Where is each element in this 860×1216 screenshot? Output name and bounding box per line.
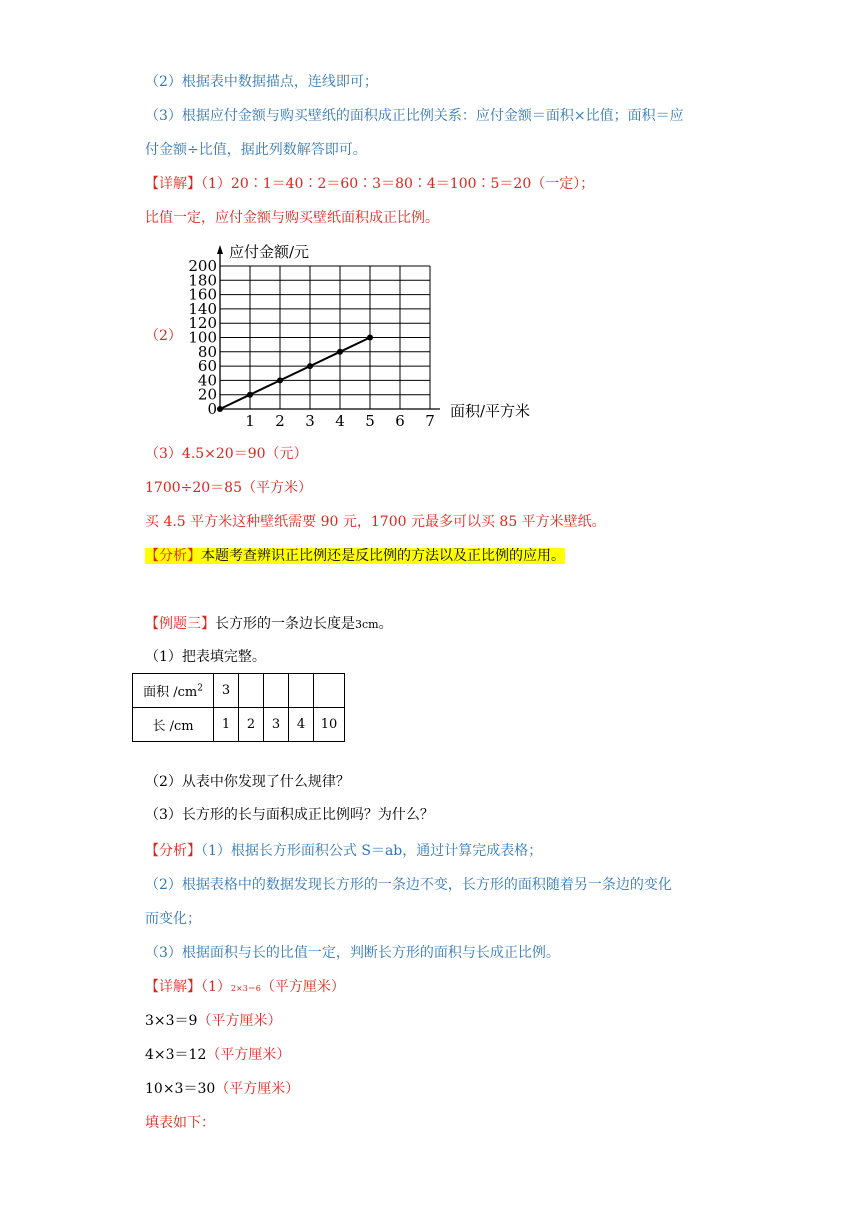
x-tick-label: 5: [365, 412, 375, 428]
x-tick-labels: [245, 412, 435, 428]
x-tick-label: 3: [305, 412, 315, 428]
y-tick-label: 0: [207, 400, 217, 418]
calc-4x3-math: 4×3＝12: [145, 1047, 207, 1063]
y-axis-arrow: [217, 245, 223, 254]
data-point: [367, 335, 373, 341]
table-cell: 10: [314, 708, 345, 742]
solution-part-2-label: （2）: [145, 328, 182, 344]
summary-line: [145, 546, 565, 566]
solution-2-paren: （1）: [201, 979, 231, 995]
data-point: [247, 392, 253, 398]
summary-text: 本题考查辨识正比例还是反比例的方法以及正比例的应用。: [201, 548, 565, 564]
analysis-step-2: （2）根据表中数据描点，连线即可；: [145, 74, 378, 90]
y-axis-label: 应付金额/元: [229, 243, 310, 261]
y-tick-label: 100: [188, 328, 217, 347]
calc-3x3-unit: （平方厘米）: [197, 1013, 282, 1029]
calc-3x3-math: 3×3＝9: [145, 1013, 198, 1029]
calc-10x3: [145, 1079, 299, 1099]
question-3: （3）长方形的长与面积成正比例吗？为什么？: [145, 807, 434, 823]
data-point: [277, 377, 283, 383]
solution-part-1: [145, 174, 594, 194]
analysis-2-step-2-cont: 而变化；: [145, 911, 201, 927]
y-tick-label: 40: [197, 371, 217, 390]
series-line: [220, 338, 370, 410]
fill-table-label: 填表如下：: [145, 1115, 215, 1131]
analysis-step-3-cont: 付金额÷比值，据此列数解答即可。: [145, 142, 367, 158]
table-head-area-text: 面积 /cm: [143, 685, 198, 700]
solution-2-tag: 【详解】: [145, 979, 201, 995]
calc-4x3: [145, 1045, 290, 1065]
data-point: [307, 363, 313, 369]
example-3-text: 长方形的一条边长度是: [215, 616, 355, 632]
y-tick-label: 140: [188, 299, 217, 318]
table-cell: 1: [214, 708, 239, 742]
table-cell: [239, 674, 264, 708]
x-tick-label: 4: [335, 412, 345, 428]
analysis-step-3: （3）根据应付金额与购买壁纸的面积成正比例关系：应付金额＝面积×比值；面积＝应: [145, 108, 684, 124]
x-tick-label: 1: [245, 412, 255, 428]
calc-4x3-unit: （平方厘米）: [206, 1047, 291, 1063]
y-tick-label: 20: [197, 385, 217, 404]
solution-part-3-calc-2: 1700÷20＝85（平方米）: [145, 480, 312, 496]
table-head-length: 长 /cm: [133, 708, 214, 742]
analysis-2-tag: 【分析】: [145, 843, 201, 859]
table-cell: 3: [264, 708, 289, 742]
analysis-2-step-1: [145, 841, 542, 861]
y-tick-labels: [188, 257, 217, 418]
solution-tag: 【详解】: [145, 176, 201, 192]
table-head-area: [133, 674, 214, 708]
chart-series: [217, 335, 373, 413]
calc-10x3-unit: （平方厘米）: [215, 1081, 300, 1097]
area-length-table: [132, 673, 345, 742]
solution-part-3-calc-1: （3）4.5×20＝90（元）: [145, 446, 308, 462]
analysis-2-step-3: （3）根据面积与长的比值一定，判断长方形的面积与长成正比例。: [145, 945, 560, 961]
example-3-title: [145, 614, 393, 635]
solution-2-tiny-calc: 2×3＝6: [230, 984, 261, 993]
y-tick-label: 120: [188, 314, 217, 333]
y-tick-label: 180: [188, 271, 217, 290]
example-3-unit: 3cm: [355, 618, 379, 631]
solution-conclusion: 比值一定，应付金额与购买壁纸面积成正比例。: [145, 210, 439, 226]
solution-part-3-answer: 买 4.5 平方米这种壁纸需要 90 元，1700 元最多可以买 85 平方米壁纸。: [145, 514, 606, 530]
question-1: （1）把表填完整。: [145, 649, 266, 665]
table-head-area-sup: 2: [197, 683, 203, 694]
summary-highlight: [145, 548, 565, 564]
y-tick-label: 80: [197, 342, 217, 361]
solution-ratio-text: （1）20∶1＝40∶2＝60∶3＝80∶4＝100∶5＝20（一定）；: [201, 176, 595, 192]
payment-area-line-chart: [140, 238, 560, 428]
solution-2-part-1: [145, 977, 345, 999]
table-cell: 2: [239, 708, 264, 742]
y-tick-label: 200: [188, 257, 217, 275]
chart-grid: [220, 266, 430, 409]
table-cell: [289, 674, 314, 708]
summary-tag: 【分析】: [145, 548, 201, 564]
data-point: [337, 349, 343, 355]
table-cell: 4: [289, 708, 314, 742]
table-row-length: [133, 708, 345, 742]
analysis-2-step-2: （2）根据表格中的数据发现长方形的一条边不变，长方形的面积随着另一条边的变化: [145, 877, 672, 893]
x-tick-label: 6: [395, 412, 405, 428]
calc-10x3-math: 10×3＝30: [145, 1081, 216, 1097]
question-2: （2）从表中你发现了什么规律？: [145, 774, 350, 790]
table-cell: 3: [214, 674, 239, 708]
table-cell: [264, 674, 289, 708]
table-cell: [314, 674, 345, 708]
y-tick-label: 160: [188, 285, 217, 304]
example-3-tag: 【例题三】: [145, 616, 215, 632]
calc-3x3: [145, 1011, 281, 1031]
x-tick-label: 2: [275, 412, 285, 428]
table-row-area: [133, 674, 345, 708]
x-tick-label: 7: [425, 412, 435, 428]
x-axis-label: 面积/平方米: [450, 402, 531, 420]
y-tick-label: 60: [197, 357, 217, 376]
analysis-2-text: （1）根据长方形面积公式 S＝ab，通过计算完成表格；: [201, 843, 543, 859]
data-point: [217, 406, 223, 412]
solution-2-unit: （平方厘米）: [260, 979, 345, 995]
example-3-end: 。: [378, 616, 393, 632]
